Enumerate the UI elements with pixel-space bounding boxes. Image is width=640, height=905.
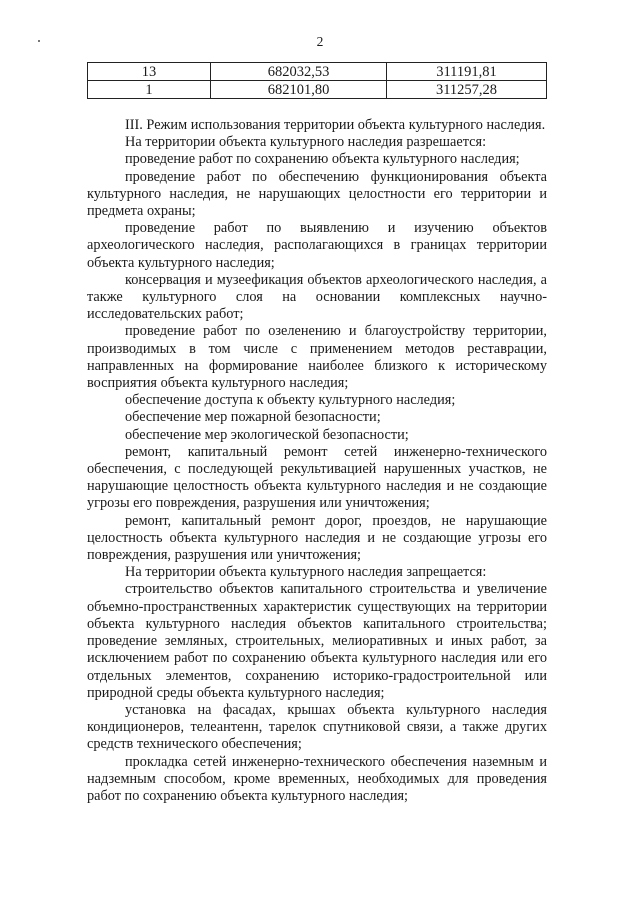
- paragraph: обеспечение мер пожарной безопасности;: [125, 409, 381, 426]
- x-coordinate-cell: 682032,53: [211, 63, 387, 81]
- paragraph: проведение работ по сохранению объекта культурного наследия;: [125, 151, 520, 168]
- section-heading: III. Режим использования территории объекта культурного наследия.: [125, 117, 546, 133]
- page-number: 2: [316, 34, 324, 49]
- paragraph: На территории объекта культурного наследия разрешается:: [125, 134, 487, 151]
- y-coordinate-cell: 311257,28: [387, 81, 547, 99]
- paragraph: установка на фасадах, крышах объекта культурного наследия кондиционеров, телеантенн, тарелок спутниковой связи, а также других средств технического обеспечения;: [87, 701, 547, 753]
- point-number-cell: 1: [88, 81, 211, 99]
- paragraph: проведение работ по выявлению и изучению объектов археологического наследия, располагающихся в границах территории объекта культурного наследия;: [87, 220, 547, 271]
- paragraph: ремонт, капитальный ремонт дорог, проездов, не нарушающие целостность объекта культурного наследия и не создающие угрозы его повреждения, разрушения или уничтожения;: [87, 512, 547, 564]
- paragraph: строительство объектов капитального строительства и увеличение объемно-пространственных характеристик существующих на территории объекта культурного наследия объектов капитального строительства; проведение земляных, строительных, мелиоративных и иных работ, за исключением работ по сохранению объекта культурного наследия или его отдельных элементов, сохранению историко-градостроительной или природной среды объекта культурного наследия;: [87, 581, 547, 701]
- y-coordinate-cell: 311191,81: [387, 63, 547, 81]
- paragraph: проведение работ по обеспечению функционирования объекта культурного наследия, не нарушающих целостности его территории и предмета охраны;: [87, 168, 547, 220]
- paragraph: проведение работ по озеленению и благоустройству территории, производимых в том числе с применением методов реставрации, направленных на формирование наиболее близкого к историческому восприятия объекта культурного наследия;: [87, 323, 547, 392]
- x-coordinate-cell: 682101,80: [211, 81, 387, 99]
- paragraph: прокладка сетей инженерно-технического обеспечения наземным и надземным способом, кроме временных, необходимых для проведения работ по сохранению объекта культурного наследия;: [87, 753, 547, 804]
- table-row: [88, 81, 547, 99]
- point-number-cell: 13: [88, 63, 211, 81]
- table-row: [88, 63, 547, 81]
- paragraph: обеспечение мер экологической безопасности;: [125, 426, 409, 443]
- paragraph: ремонт, капитальный ремонт сетей инженерно-технического обеспечения, с последующей рекультивацией нарушенных участков, не нарушающие целостность объекта культурного наследия и не создающие угрозы его повреждения, разрушения или уничтожения;: [87, 443, 547, 512]
- document-body: [87, 117, 547, 805]
- paragraph: На территории объекта культурного наследия запрещается:: [125, 564, 487, 581]
- coordinates-table: [87, 62, 547, 99]
- paragraph: обеспечение доступа к объекту культурного наследия;: [125, 392, 456, 409]
- paragraph: консервация и музеефикация объектов археологического наследия, а также культурного слоя на основании комплексных научно-исследовательских работ;: [87, 271, 547, 323]
